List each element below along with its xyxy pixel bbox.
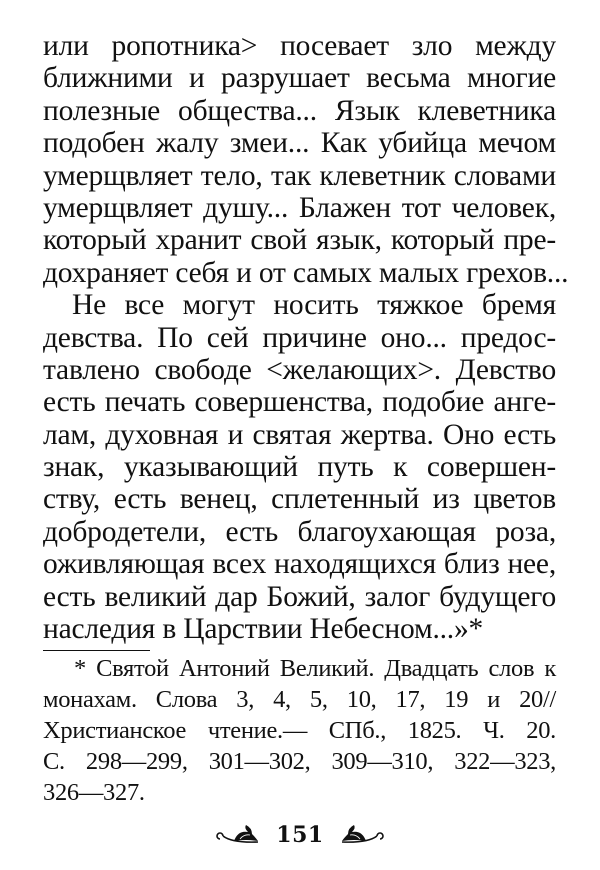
- footnote-line: С. 298—299, 301—302, 309—310, 322—323,: [43, 748, 556, 776]
- text-line: наследия в Царствии Небесном...»*: [43, 613, 484, 646]
- text-line: лам, духовная и святая жертва. Оно есть: [43, 418, 556, 451]
- paragraph-first-line: Не все могут носить тяжкое бремя: [72, 289, 556, 322]
- footnote-separator: [43, 650, 150, 651]
- book-page: [43, 30, 569, 808]
- text-line: или ропотника> посевает зло между: [43, 30, 556, 62]
- text-line: девства. По сей причине оно... предос-: [43, 321, 556, 354]
- text-line: умерщвляет тело, так клеветник словами: [43, 159, 556, 192]
- text-line: есть великий дар Божий, залог будущего: [43, 580, 556, 613]
- leaf-ornament-left-icon: [214, 824, 262, 846]
- text-line: подобен жалу змеи... Как убийца мечом: [43, 127, 556, 160]
- text-line: знак, указывающий путь к совершен-: [43, 451, 556, 484]
- text-line: оживляющая всех находящихся близ нее,: [43, 548, 556, 581]
- text-line: полезные общества... Язык клеветника: [43, 94, 556, 127]
- text-line: есть печать совершенства, подобие анге-: [43, 386, 556, 419]
- text-line: умерщвляет душу... Блажен тот человек,: [43, 191, 556, 224]
- text-line: дохраняет себя и от самых малых грехов...: [43, 256, 569, 289]
- page-folio: [0, 818, 600, 852]
- text-line: ству, есть венец, сплетенный из цветов: [43, 483, 556, 516]
- footnote-line: Христианское чтение.— СПб., 1825. Ч. 20.: [43, 717, 556, 745]
- page-number: 151: [276, 822, 324, 848]
- footnote: [43, 653, 556, 808]
- text-line: ближними и разрушает весьма многие: [43, 62, 556, 95]
- text-line: тавлено свободе <желающих>. Девство: [43, 353, 556, 386]
- footnote-line: 326—327.: [43, 779, 145, 807]
- text-line: добродетели, есть благоухающая роза,: [43, 515, 556, 548]
- footnote-line: монахам. Слова 3, 4, 5, 10, 17, 19 и 20//: [43, 686, 556, 714]
- footnote-line: * Святой Антоний Великий. Двадцать слов к: [74, 655, 556, 683]
- body-text: [43, 30, 569, 646]
- leaf-ornament-right-icon: [338, 824, 386, 846]
- text-line: который хранит свой язык, который пре-: [43, 224, 556, 257]
